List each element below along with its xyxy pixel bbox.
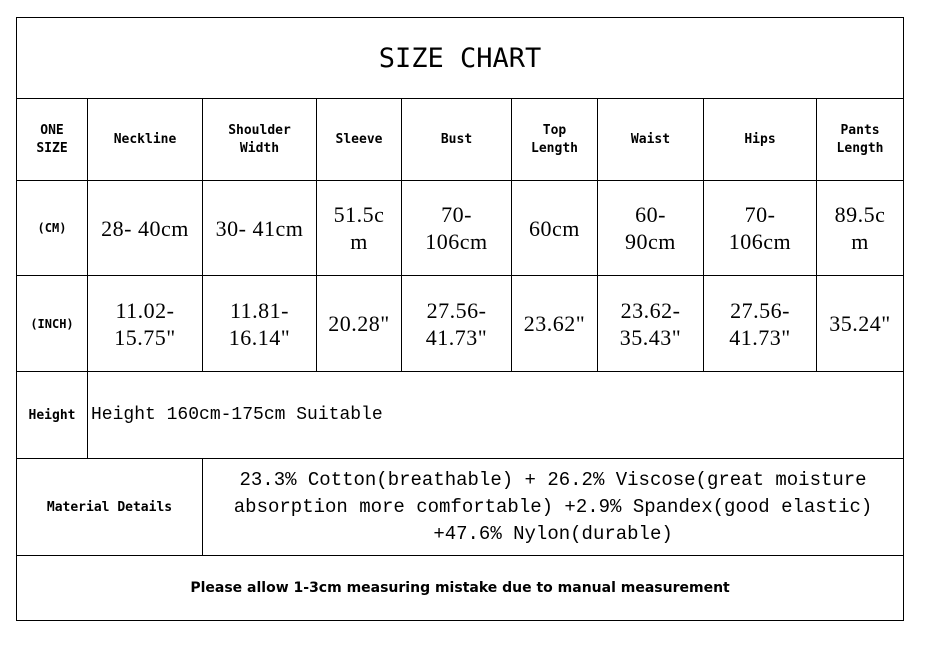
unit-cm: (CM)	[17, 181, 88, 276]
header-hips: Hips	[704, 99, 817, 181]
header-bust: Bust	[402, 99, 512, 181]
note-row	[17, 556, 904, 621]
inch-sleeve: 20.28"	[317, 276, 402, 372]
cm-top-length: 60cm	[512, 181, 598, 276]
header-one-size: ONE SIZE	[17, 99, 88, 181]
height-text: Height 160cm-175cm Suitable	[88, 372, 904, 459]
inch-bust: 27.56- 41.73"	[402, 276, 512, 372]
chart-title: SIZE CHART	[17, 18, 904, 99]
inch-row	[17, 276, 904, 372]
unit-inch: (INCH)	[17, 276, 88, 372]
inch-top-length: 23.62"	[512, 276, 598, 372]
cm-neckline: 28- 40cm	[88, 181, 203, 276]
header-neckline: Neckline	[88, 99, 203, 181]
cm-pants-length: 89.5c m	[817, 181, 904, 276]
cm-shoulder-width: 30- 41cm	[203, 181, 317, 276]
inch-neckline: 11.02- 15.75"	[88, 276, 203, 372]
header-top-length: Top Length	[512, 99, 598, 181]
inch-waist: 23.62- 35.43"	[598, 276, 704, 372]
measurement-note: Please allow 1-3cm measuring mistake due to manual measurement	[17, 556, 904, 621]
cm-hips: 70- 106cm	[704, 181, 817, 276]
header-shoulder-width: Shoulder Width	[203, 99, 317, 181]
size-chart-table	[16, 17, 904, 621]
height-row	[17, 372, 904, 459]
inch-pants-length: 35.24"	[817, 276, 904, 372]
header-sleeve: Sleeve	[317, 99, 402, 181]
cm-waist: 60- 90cm	[598, 181, 704, 276]
header-pants-length: Pants Length	[817, 99, 904, 181]
height-label: Height	[17, 372, 88, 459]
cm-bust: 70- 106cm	[402, 181, 512, 276]
material-row	[17, 459, 904, 556]
header-waist: Waist	[598, 99, 704, 181]
material-label: Material Details	[17, 459, 203, 556]
inch-hips: 27.56- 41.73"	[704, 276, 817, 372]
material-text: 23.3% Cotton(breathable) + 26.2% Viscose(great moisture absorption more comfortable) +2.9% Spandex(good elastic) +47.6% Nylon(durable)	[203, 459, 904, 556]
cm-row	[17, 181, 904, 276]
inch-shoulder-width: 11.81- 16.14"	[203, 276, 317, 372]
cm-sleeve: 51.5c m	[317, 181, 402, 276]
